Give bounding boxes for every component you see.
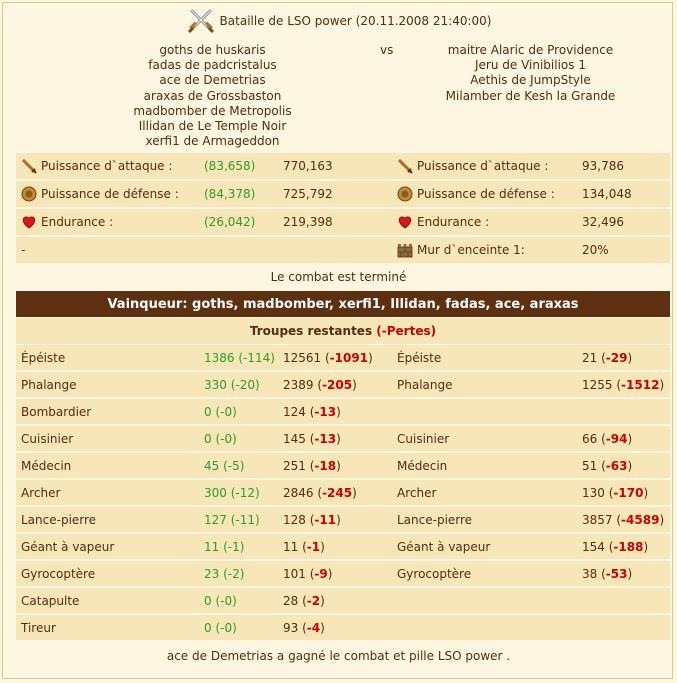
attacker-name: madbomber de Metropolis <box>133 103 292 118</box>
unit-count-left: 28 ( <box>283 593 307 608</box>
unit-name-cell-right <box>397 507 472 532</box>
defense-row <box>16 181 670 207</box>
unit-name-cell-right <box>397 372 453 397</box>
unit-count-cell-left: 124 ( -13 ) <box>283 404 341 419</box>
unit-remaining-left: 127 (-11) <box>204 512 260 527</box>
unit-count-right: 154 ( <box>582 539 614 554</box>
unit-name-right: Lance-pierre <box>397 512 473 527</box>
unit-count-cell-left: 251 ( -18 ) <box>283 458 341 473</box>
unit-count-right: 1255 ( <box>582 377 622 392</box>
unit-count-left: 251 ( <box>283 458 315 473</box>
attacker-name: xerfi1 de Armageddon <box>145 134 280 149</box>
unit-name-cell-right <box>397 480 436 505</box>
unit-loss-right: -63 <box>605 458 628 473</box>
unit-count-left: 2389 ( <box>283 377 323 392</box>
endurance-label-right: Endurance : <box>417 215 490 229</box>
unit-name-right: Cuisinier <box>397 431 450 446</box>
unit-name-right: Médecin <box>397 458 448 473</box>
unit-name-left: Géant à vapeur <box>21 539 115 554</box>
unit-name-cell-left <box>21 426 73 451</box>
unit-loss-right: -94 <box>605 431 628 446</box>
table-row <box>16 507 670 532</box>
unit-name-right: Phalange <box>397 377 453 392</box>
troops-header-losses: (-Pertes) <box>376 324 437 338</box>
unit-count-cell-right: 130 ( -170 ) <box>582 485 649 500</box>
unit-name-right: Épéiste <box>397 350 442 365</box>
unit-name-cell-right <box>397 426 449 451</box>
defense-loss-left: (84,378) <box>204 187 256 201</box>
table-row <box>16 480 670 505</box>
unit-count-cell-left: 11 ( -1 ) <box>283 539 325 554</box>
unit-remaining-cell-left <box>204 615 237 640</box>
unit-count-cell-right: 3857 ( -4589 ) <box>582 512 665 527</box>
unit-name-right: Géant à vapeur <box>397 539 491 554</box>
heart-icon <box>21 214 37 230</box>
unit-count-cell-left: 128 ( -11 ) <box>283 512 341 527</box>
unit-remaining-left: 1386 (-114) <box>204 350 275 365</box>
unit-name-right: Archer <box>397 485 437 500</box>
unit-name-cell-left <box>21 561 95 586</box>
unit-name-left: Archer <box>21 485 61 500</box>
unit-loss-left: -13 <box>314 431 337 446</box>
unit-name-left: Tireur <box>21 620 56 635</box>
unit-name-cell-left <box>21 588 79 613</box>
unit-name-right: Gyrocoptère <box>397 566 472 581</box>
troops-header <box>16 318 670 344</box>
defense-label-right: Puissance de défense : <box>417 187 555 201</box>
battle-result: ace de Demetrias a gagné le combat et pille LSO power . <box>166 649 511 663</box>
unit-count-cell-left: 2846 ( -245 ) <box>283 485 357 500</box>
wall-icon <box>397 242 413 258</box>
table-row <box>16 345 670 370</box>
versus-label: vs <box>380 43 394 57</box>
table-row <box>16 588 670 613</box>
unit-count-left: 2846 ( <box>283 485 323 500</box>
endurance-label-left: Endurance : <box>41 215 114 229</box>
unit-name-left: Gyrocoptère <box>21 566 96 581</box>
shield-icon <box>21 186 37 202</box>
defense-value-right: 134,048 <box>582 187 632 201</box>
unit-loss-left: -1091 <box>329 350 369 365</box>
table-row <box>16 426 670 451</box>
attack-row <box>16 153 670 179</box>
unit-count-cell-left: 93 ( -4 ) <box>283 620 325 635</box>
endurance-value-right: 32,496 <box>582 215 624 229</box>
unit-count-cell-left: 28 ( -2 ) <box>283 593 325 608</box>
defense-label-left: Puissance de défense : <box>41 187 179 201</box>
unit-count-left: 128 ( <box>283 512 315 527</box>
table-row <box>16 372 670 397</box>
unit-name-cell-right <box>397 561 471 586</box>
unit-count-left: 11 ( <box>283 539 307 554</box>
unit-name-left: Lance-pierre <box>21 512 97 527</box>
unit-remaining-cell-left <box>204 588 237 613</box>
unit-remaining-cell-left <box>204 507 260 532</box>
unit-remaining-cell-left <box>204 399 237 424</box>
defender-name: Jeru de Vinibilios 1 <box>475 58 586 73</box>
table-row <box>16 534 670 559</box>
shield-icon <box>397 186 413 202</box>
unit-remaining-cell-left <box>204 372 260 397</box>
table-row <box>16 399 670 424</box>
unit-loss-right: -1512 <box>621 377 660 392</box>
unit-name-left: Bombardier <box>21 404 92 419</box>
defender-name: Milamber de Kesh la Grande <box>445 88 616 103</box>
wall-label: Mur d`enceinte 1: <box>417 243 525 257</box>
unit-name-cell-right <box>397 534 490 559</box>
unit-name-left: Cuisinier <box>21 431 74 446</box>
unit-loss-left: -205 <box>322 377 353 392</box>
unit-loss-left: -1 <box>306 539 321 554</box>
defense-value-left: 725,792 <box>283 187 333 201</box>
troops-header-label: Troupes restantes <box>249 324 373 338</box>
unit-count-left: 12561 ( <box>283 350 330 365</box>
unit-count-left: 124 ( <box>283 404 315 419</box>
unit-loss-left: -11 <box>314 512 337 527</box>
unit-name-cell-left <box>21 480 60 505</box>
unit-count-cell-right: 154 ( -188 ) <box>582 539 649 554</box>
table-row <box>16 453 670 478</box>
unit-remaining-cell-left <box>204 345 275 370</box>
table-row <box>16 615 670 640</box>
defender-name: maitre Alaric de Providence <box>447 43 614 57</box>
unit-loss-right: -29 <box>605 350 628 365</box>
unit-count-cell-left: 12561 ( -1091 ) <box>283 350 373 365</box>
unit-name-left: Épéiste <box>21 350 66 365</box>
attack-value-right: 93,786 <box>582 159 624 173</box>
unit-name-cell-right <box>397 453 447 478</box>
unit-loss-left: -13 <box>314 404 337 419</box>
attacker-name: araxas de Grossbaston <box>143 88 282 103</box>
unit-loss-right: -53 <box>605 566 628 581</box>
unit-loss-right: -170 <box>613 485 644 500</box>
unit-count-left: 93 ( <box>283 620 307 635</box>
unit-remaining-cell-left <box>204 480 260 505</box>
unit-name-cell-left <box>21 453 71 478</box>
unit-remaining-left: 330 (-20) <box>204 377 260 392</box>
defender-name: Aethis de JumpStyle <box>470 73 591 88</box>
unit-count-cell-right: 66 ( -94 ) <box>582 431 633 446</box>
unit-count-cell-right: 51 ( -63 ) <box>582 458 633 473</box>
attack-loss-left: (83,658) <box>204 159 256 173</box>
wall-row <box>16 237 670 263</box>
unit-name-cell-left <box>21 507 96 532</box>
unit-count-right: 130 ( <box>582 485 614 500</box>
unit-count-cell-left: 2389 ( -205 ) <box>283 377 357 392</box>
unit-name-left: Médecin <box>21 458 72 473</box>
unit-loss-left: -245 <box>322 485 353 500</box>
unit-remaining-cell-left <box>204 561 244 586</box>
unit-remaining-left: 0 (-0) <box>204 593 237 608</box>
sword-icon <box>397 158 413 174</box>
extra-left: - <box>21 243 26 257</box>
winner-banner: Vainqueur: goths, madbomber, xerfi1, Illidan, fadas, ace, araxas <box>16 291 670 317</box>
attack-label-right: Puissance d`attaque : <box>417 159 549 173</box>
attacker-name: fadas de padcristalus <box>148 58 277 73</box>
unit-count-right: 21 ( <box>582 350 606 365</box>
unit-count-left: 101 ( <box>283 566 315 581</box>
unit-remaining-left: 45 (-5) <box>204 458 245 473</box>
unit-name-left: Catapulte <box>21 593 80 608</box>
unit-loss-right: -4589 <box>621 512 660 527</box>
endurance-value-left: 219,398 <box>283 215 333 229</box>
unit-count-right: 51 ( <box>582 458 606 473</box>
unit-count-right: 66 ( <box>582 431 606 446</box>
unit-count-cell-right: 38 ( -53 ) <box>582 566 633 581</box>
battle-title-text: Bataille de LSO power (20.11.2008 21:40:00) <box>219 14 492 28</box>
unit-loss-right: -188 <box>613 539 644 554</box>
unit-count-left: 145 ( <box>283 431 315 446</box>
defenders-list <box>418 43 643 104</box>
unit-count-right: 38 ( <box>582 566 606 581</box>
attacker-name: goths de huskaris <box>159 43 266 57</box>
heart-icon <box>397 214 413 230</box>
unit-count-cell-left: 101 ( -9 ) <box>283 566 333 581</box>
unit-name-left: Phalange <box>21 377 77 392</box>
unit-name-cell-left <box>21 534 114 559</box>
unit-name-cell-left <box>21 372 77 397</box>
sword-icon <box>21 158 37 174</box>
unit-remaining-cell-left <box>204 453 244 478</box>
unit-remaining-left: 11 (-1) <box>204 539 245 554</box>
unit-loss-left: -2 <box>306 593 321 608</box>
attacker-name: ace de Demetrias <box>159 73 266 88</box>
unit-remaining-left: 0 (-0) <box>204 620 237 635</box>
unit-remaining-cell-left <box>204 426 237 451</box>
endurance-row <box>16 209 670 235</box>
battle-title <box>0 6 677 36</box>
attack-value-left: 770,163 <box>283 159 333 173</box>
unit-count-cell-right: 21 ( -29 ) <box>582 350 633 365</box>
unit-name-cell-right <box>397 345 441 370</box>
table-row <box>16 561 670 586</box>
unit-remaining-cell-left <box>204 534 244 559</box>
unit-remaining-left: 0 (-0) <box>204 431 237 446</box>
unit-count-cell-left: 145 ( -13 ) <box>283 431 341 446</box>
unit-remaining-left: 23 (-2) <box>204 566 245 581</box>
combat-status: Le combat est terminé <box>270 270 407 284</box>
attack-label-left: Puissance d`attaque : <box>41 159 173 173</box>
unit-name-cell-left <box>21 345 65 370</box>
unit-remaining-left: 300 (-12) <box>204 485 260 500</box>
endurance-loss-left: (26,042) <box>204 215 256 229</box>
wall-value: 20% <box>582 243 609 257</box>
unit-loss-left: -18 <box>314 458 337 473</box>
unit-name-cell-left <box>21 399 91 424</box>
unit-count-right: 3857 ( <box>582 512 622 527</box>
unit-loss-left: -9 <box>314 566 328 581</box>
crossed-swords-icon <box>186 6 216 36</box>
unit-loss-left: -4 <box>306 620 321 635</box>
attacker-name: Illidan de Le Temple Noir <box>138 119 287 134</box>
unit-remaining-left: 0 (-0) <box>204 404 237 419</box>
attackers-list <box>110 43 315 149</box>
unit-name-cell-left <box>21 615 56 640</box>
unit-count-cell-right: 1255 ( -1512 ) <box>582 377 665 392</box>
